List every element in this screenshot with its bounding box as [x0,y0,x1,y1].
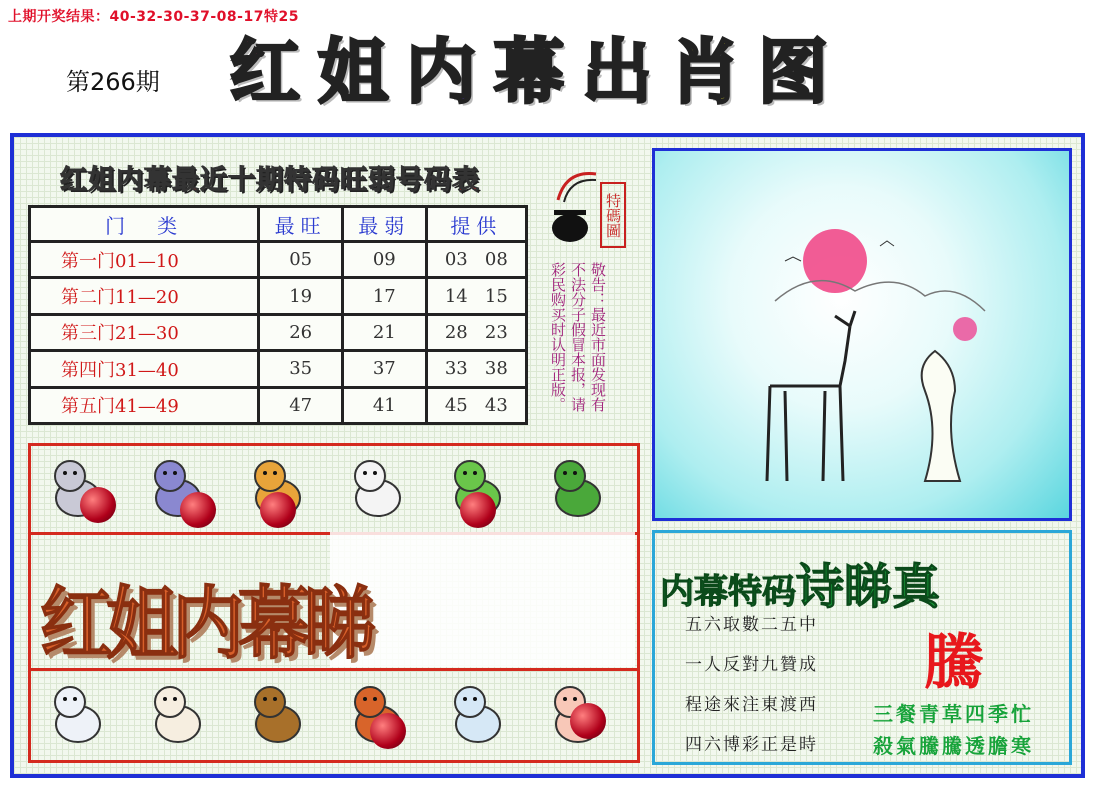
issue-number: 第266期 [66,68,160,96]
cell-provide [426,387,526,423]
cell-min: 21 [342,314,426,350]
cell-max: 19 [259,278,343,314]
cell-provide [426,278,526,314]
provide-2: 43 [484,394,508,416]
table-title: 红姐内幕最近十期特码旺弱号码表 [60,165,480,196]
cell-provide [426,314,526,350]
title-char: 肖 [670,30,740,113]
cell-min: 41 [342,387,426,423]
cell-door: 第四门31—40 [30,351,259,387]
poem-title-small: 内幕特码 [660,572,796,612]
deer-icon [767,311,855,481]
cell-door: 第五门41—49 [30,387,259,423]
red-ball-marker [260,492,296,528]
poem-title [660,548,940,617]
poem-line: 程途來注東渡西 [685,695,818,715]
title-char: 图 [758,30,828,113]
provide-1: 28 [444,321,468,343]
key-character: 騰 [924,628,984,698]
monkey-icon [240,678,310,748]
provide-2: 23 [484,321,508,343]
notice-text: 敬告：最近市面发现有不法分子假冒本报，请彩民购买时认明正版。 [549,262,607,412]
picture-panel [652,148,1072,521]
blank-patch [330,532,635,667]
table-row [30,278,527,314]
red-ball-marker [180,492,216,528]
red-ball-marker [570,703,606,739]
flower-icon [953,317,977,341]
title-char: 出 [582,30,652,113]
cell-max: 26 [259,314,343,350]
table-row [30,387,527,423]
stamp-label: 特碼圖 [600,182,626,248]
cell-min: 09 [342,242,426,278]
header-provide: 提供 [426,207,526,242]
title-char: 姐 [318,30,388,113]
cell-min: 17 [342,278,426,314]
snake-icon [540,452,610,522]
last-result-text: 上期开奖结果：40-32-30-37-08-17特25 [8,9,299,25]
red-ball-marker [370,713,406,749]
cell-door: 第二门11—20 [30,278,259,314]
deer-tree-illustration [655,151,1072,521]
provide-2: 38 [484,358,508,380]
header-door: 门 类 [30,207,259,242]
provide-1: 33 [444,358,468,380]
cell-min: 37 [342,351,426,387]
cell-door: 第一门01—10 [30,242,259,278]
provide-1: 14 [444,285,468,307]
provide-1: 45 [444,394,468,416]
tree-icon [922,351,960,481]
title-char: 幕 [494,30,564,113]
rabbit-icon [340,452,410,522]
page-title [225,26,845,113]
poem-line: 五六取數二五中 [685,615,818,635]
provide-2: 15 [484,285,508,307]
goat-icon [140,678,210,748]
side-poem-line: 三餐青草四季忙 [873,702,1034,726]
side-poem-line: 殺氣騰騰透膽寒 [873,734,1034,758]
cell-max: 35 [259,351,343,387]
number-table [28,205,528,425]
header-max: 最旺 [259,207,343,242]
cell-provide [426,242,526,278]
headline-text: 红姐内幕睇 [40,576,371,670]
horse-icon [40,678,110,748]
title-char: 内 [406,30,476,113]
poem-line: 四六博彩正是時 [685,735,818,755]
cell-provide [426,351,526,387]
title-char: 红 [230,30,300,113]
provide-2: 08 [484,249,508,271]
poem-line: 一人反對九贊成 [685,655,818,675]
poem-title-big: 诗睇真 [796,559,941,615]
table-row [30,351,527,387]
sun-icon [803,229,867,293]
header-min: 最弱 [342,207,426,242]
cell-door: 第三门21—30 [30,314,259,350]
dog-icon [440,678,510,748]
cell-max: 05 [259,242,343,278]
table-row [30,314,527,350]
red-ball-marker [460,492,496,528]
table-row [30,242,527,278]
provide-1: 03 [444,249,468,271]
cell-max: 47 [259,387,343,423]
red-ball-marker [80,487,116,523]
